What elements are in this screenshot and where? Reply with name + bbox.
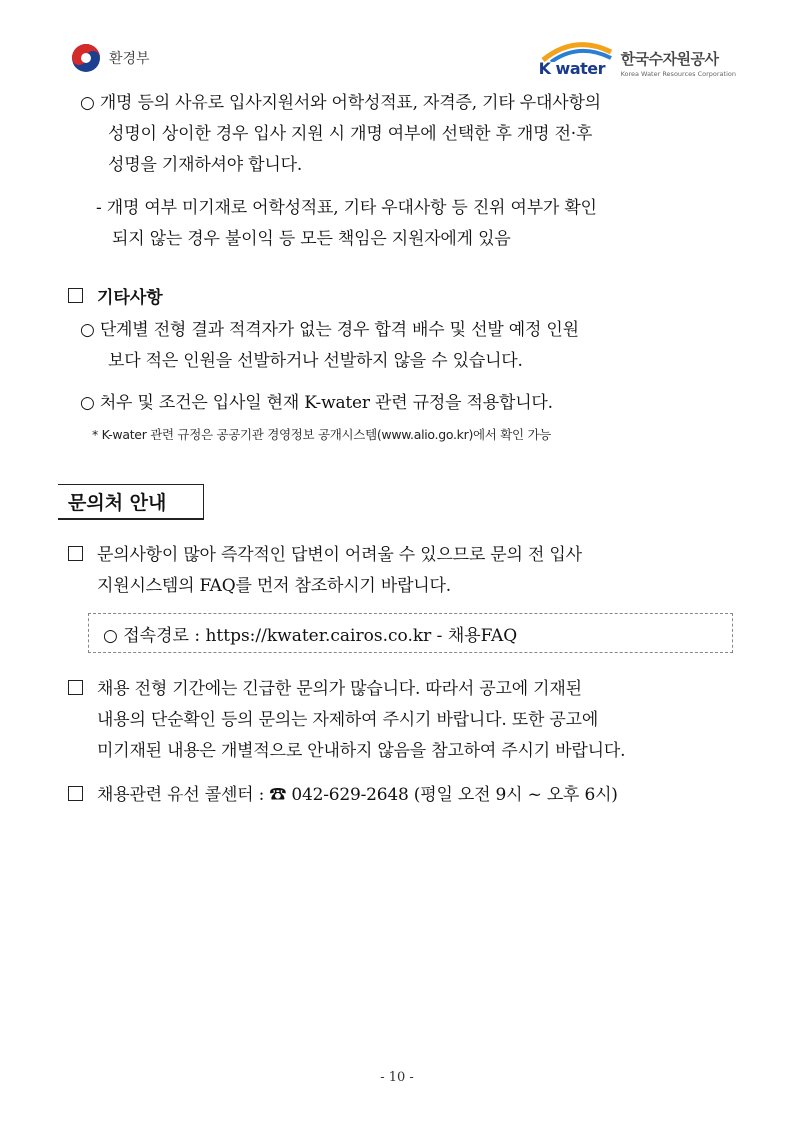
checkbox-square-icon [68, 680, 83, 695]
contact-section-title: 문의처 안내 [58, 484, 204, 520]
contact-item-1: 문의사항이 많아 즉각적인 답변이 어려울 수 있으므로 문의 전 입사 지원시스템의 FAQ를 먼저 참조하시기 바랍니다. [68, 540, 582, 602]
name-change-bullet: ○ 개명 등의 사유로 입사지원서와 어학성적표, 자격증, 기타 우대사항의 성명이 상이한 경우 입사 지원 시 개명 여부에 선택한 후 개명 전·후 성명을 기재하셔야 합니다. [80, 93, 601, 175]
access-path-text: ○ 접속경로 : https://kwater.cairos.co.kr - 채용FAQ [103, 625, 518, 646]
misc-item-2: ○ 처우 및 조건은 입사일 현재 K-water 관련 규정을 적용합니다. [80, 393, 553, 413]
misc-note: * K-water 관련 규정은 공공기관 경영정보 공개시스템(www.alio.go.kr)에서 확인 가능 [92, 427, 552, 442]
page-number: - 10 - [380, 1070, 414, 1085]
checkbox-square-icon [68, 546, 83, 561]
kwater-wave-logo [537, 38, 613, 78]
taegeuk-emblem-icon [70, 42, 102, 74]
checkbox-square-icon [68, 288, 83, 303]
contact-item-2: 채용 전형 기간에는 긴급한 문의가 많습니다. 따라서 공고에 기재된 내용의 단순확인 등의 문의는 자제하여 주시기 바랍니다. 또한 공고에 미기재된 내용은 개별적으로 안내하지 않음을 참고하여 주시기 바랍니다. [68, 674, 625, 767]
corp-name-en: Korea Water Resources Corporation [620, 70, 736, 78]
kwater-logo-text: K water [538, 59, 605, 78]
access-path-box [88, 613, 733, 653]
ministry-name: 환경부 [109, 51, 150, 67]
misc-item-1: ○ 단계별 전형 결과 적격자가 없는 경우 합격 배수 및 선발 예정 인원 보다 적은 인원을 선발하거나 선발하지 않을 수 있습니다. [80, 320, 579, 371]
corp-name-ko: 한국수자원공사 [620, 50, 719, 68]
name-change-sub: - 개명 여부 미기재로 어학성적표, 기타 우대사항 등 진위 여부가 확인 되지 않는 경우 불이익 등 모든 책임은 지원자에게 있음 [96, 198, 597, 249]
kwater-logo [537, 38, 736, 78]
misc-heading: 기타사항 [68, 283, 163, 308]
contact-call-center: 채용관련 유선 콜센터 : ☎ 042-629-2648 (평일 오전 9시 ~ 오후 6시) [68, 780, 618, 811]
ministry-logo [70, 42, 150, 74]
checkbox-square-icon [68, 786, 83, 801]
